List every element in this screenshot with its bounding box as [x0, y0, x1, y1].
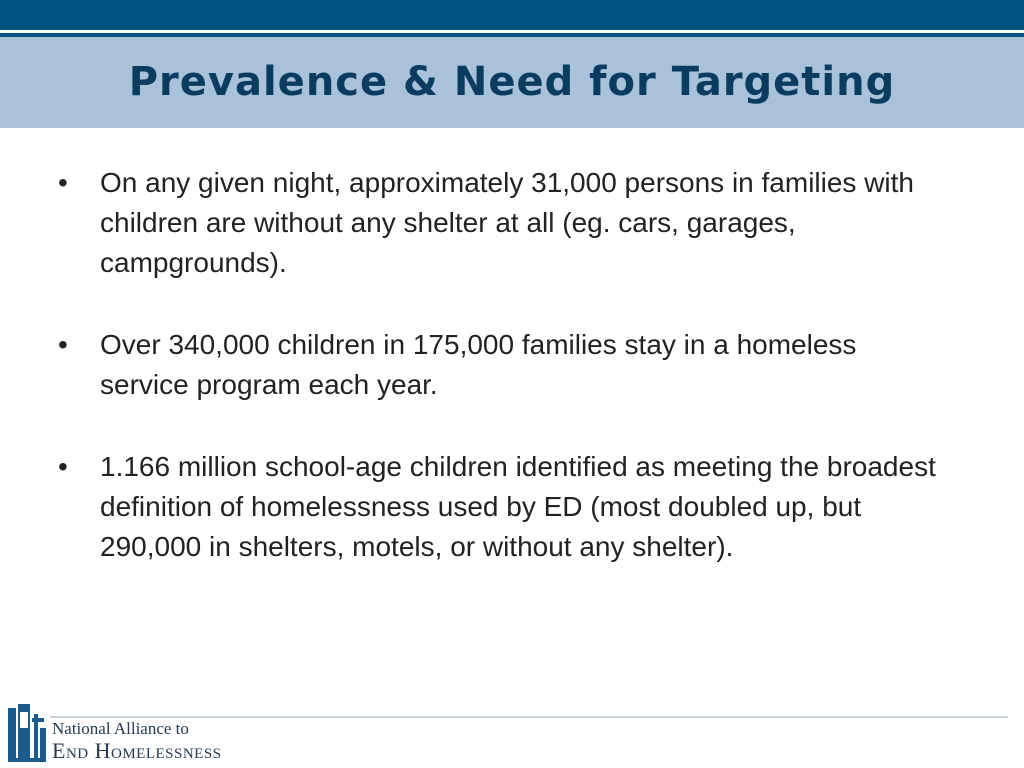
bullet-item — [58, 447, 938, 567]
bullet-text: On any given night, approximately 31,000 persons in families with children are without any shelter at all (eg. cars, garages, campgrounds). — [100, 167, 914, 278]
bullet-list — [58, 163, 938, 609]
top-bar — [0, 0, 1024, 30]
bullet-item — [58, 325, 938, 405]
bullet-text: 1.166 million school-age children identified as meeting the broadest definition of homelessness used by ED (most doubled up, but 290,000 in shelters, motels, or without any shelter). — [100, 451, 936, 562]
bullet-text: Over 340,000 children in 175,000 families stay in a homeless service program each year. — [100, 329, 857, 400]
bullet-item — [58, 163, 938, 283]
bullet-marker: • — [58, 451, 68, 482]
slide-title: Prevalence & Need for Targeting — [128, 59, 896, 105]
logo-text-line2: End Homelessness — [52, 738, 222, 763]
house-figure-logo-icon — [6, 700, 50, 764]
logo-text-line1: National Alliance to — [52, 719, 189, 738]
bullet-marker: • — [58, 167, 68, 198]
bullet-marker: • — [58, 329, 68, 360]
footer-logo — [6, 700, 266, 764]
